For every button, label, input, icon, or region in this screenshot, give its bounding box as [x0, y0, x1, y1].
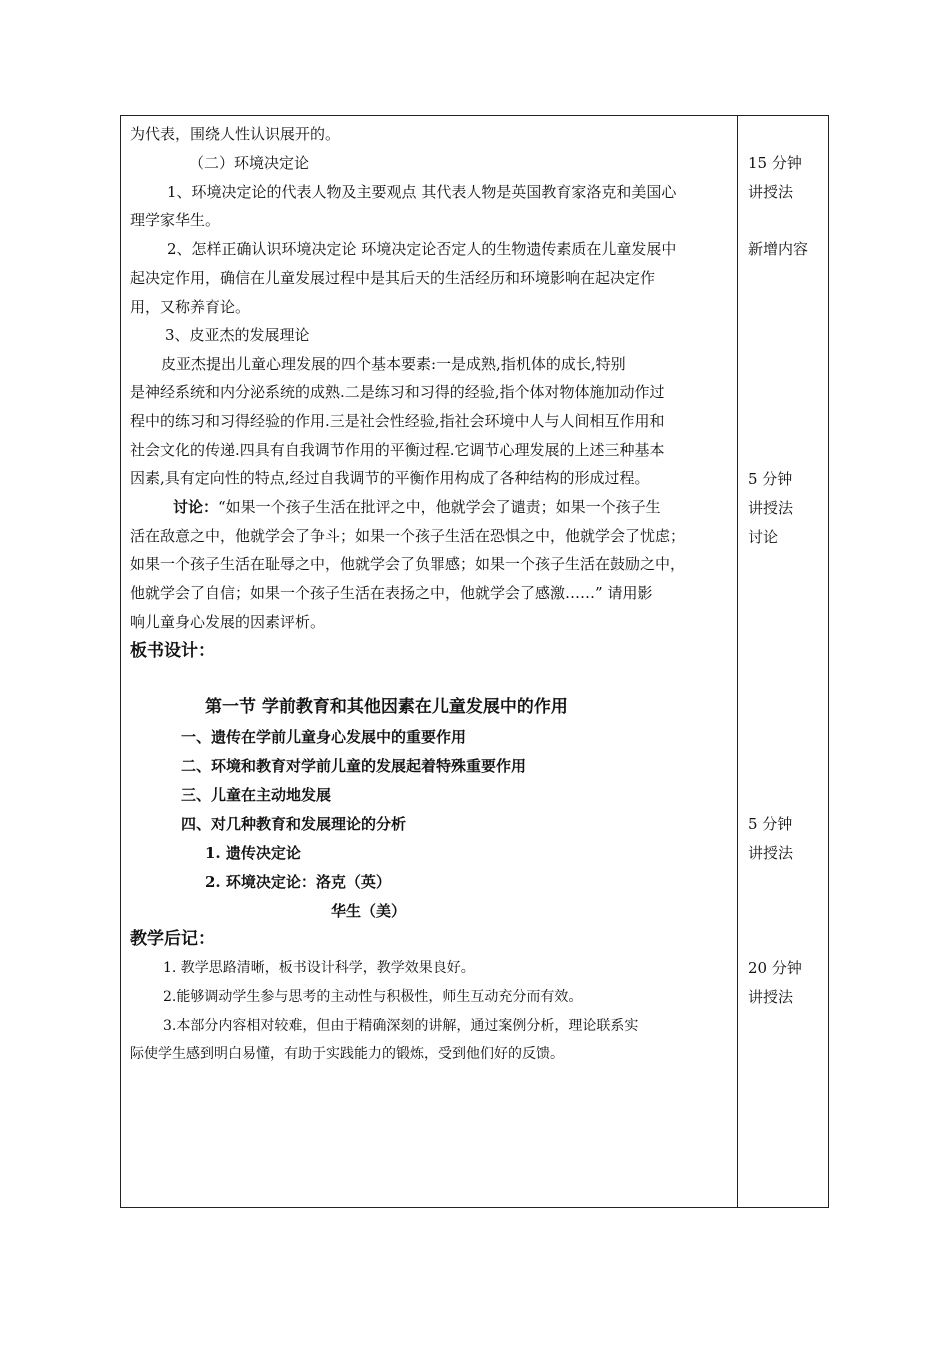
board-item: 四、对几种教育和发展理论的分析 — [181, 815, 407, 833]
time-note: 20 分钟 — [748, 959, 802, 977]
board-item: 一、遗传在学前儿童身心发展中的重要作用 — [181, 728, 467, 746]
content-line: 社会文化的传递.四具有自我调节作用的平衡过程.它调节心理发展的上述三种基本 — [130, 441, 665, 459]
discussion-line — [173, 497, 661, 517]
postscript-line: 际使学生感到明白易懂，有助于实践能力的锻炼，受到他们好的反馈。 — [130, 1046, 564, 1062]
board-heading: 板书设计： — [130, 641, 215, 661]
discussion-line: 活在敌意之中，他就学会了争斗；如果一个孩子生活在恐惧之中，他就学会了忧虑； — [130, 527, 686, 545]
content-line: 程中的练习和习得经验的作用.三是社会性经验,指社会环境中人与人间相互作用和 — [130, 412, 665, 430]
time-note: 15 分钟 — [748, 154, 802, 172]
content-line: 1、环境决定论的代表人物及主要观点 其代表人物是英国教育家洛克和美国心 — [167, 183, 677, 201]
discussion-text: “如果一个孩子生活在批评之中，他就学会了谴责；如果一个孩子生 — [218, 498, 661, 516]
content-line: 用，又称养育论。 — [130, 298, 251, 316]
method-note: 讲授法 — [748, 988, 794, 1006]
content-line: 皮亚杰提出儿童心理发展的四个基本要素:一是成熟,指机体的成长,特别 — [161, 355, 626, 373]
postscript-line: 3.本部分内容相对较难，但由于精确深刻的讲解，通过案例分析，理论联系实 — [163, 1018, 639, 1034]
content-line: 起决定作用，确信在儿童发展过程中是其后天的生活经历和环境影响在起决定作 — [130, 269, 656, 287]
content-line: 因素,具有定向性的特点,经过自我调节的平衡作用构成了各种结构的形成过程。 — [130, 469, 650, 487]
discussion-line: 如果一个孩子生活在耻辱之中，他就学会了负罪感；如果一个孩子生活在鼓励之中， — [130, 555, 686, 573]
method-note: 讲授法 — [748, 844, 794, 862]
postscript-line: 1. 教学思路清晰，板书设计科学，教学效果良好。 — [163, 960, 475, 976]
time-note: 5 分钟 — [748, 470, 793, 488]
postscript-line: 2.能够调动学生参与思考的主动性与积极性，师生互动充分而有效。 — [163, 989, 583, 1005]
content-line: 2、怎样正确认识环境决定论 环境决定论否定人的生物遗传素质在儿童发展中 — [167, 240, 677, 258]
discussion-line: 他就学会了自信；如果一个孩子生活在表扬之中，他就学会了感激……” 请用影 — [130, 584, 653, 602]
discussion-line: 响儿童身心发展的因素评析。 — [130, 613, 326, 631]
content-line: 为代表，围绕人性认识展开的。 — [130, 125, 341, 143]
section-heading: 3、皮亚杰的发展理论 — [165, 326, 310, 344]
method-note: 讨论 — [748, 528, 779, 546]
time-note: 5 分钟 — [748, 815, 793, 833]
discussion-label: 讨论： — [173, 498, 219, 516]
postscript-heading: 教学后记： — [130, 929, 215, 949]
board-item: 三、儿童在主动地发展 — [181, 786, 332, 804]
board-subitem: 1. 遗传决定论 — [205, 844, 301, 862]
board-title: 第一节 学前教育和其他因素在儿童发展中的作用 — [205, 697, 568, 717]
board-subitem: 2. 环境决定论：洛克（英） — [205, 873, 391, 891]
content-line: 是神经系统和内分泌系统的成熟.二是练习和习得的经验,指个体对物体施加动作过 — [130, 383, 665, 401]
board-item: 二、环境和教育对学前儿童的发展起着特殊重要作用 — [181, 757, 527, 775]
new-content-note: 新增内容 — [748, 240, 809, 258]
method-note: 讲授法 — [748, 183, 794, 201]
lesson-table — [120, 115, 829, 1208]
board-subitem: 华生（美） — [331, 902, 407, 920]
column-divider — [737, 116, 738, 1207]
method-note: 讲授法 — [748, 499, 794, 517]
section-heading: （二）环境决定论 — [189, 154, 310, 172]
content-line: 理学家华生。 — [130, 211, 221, 229]
